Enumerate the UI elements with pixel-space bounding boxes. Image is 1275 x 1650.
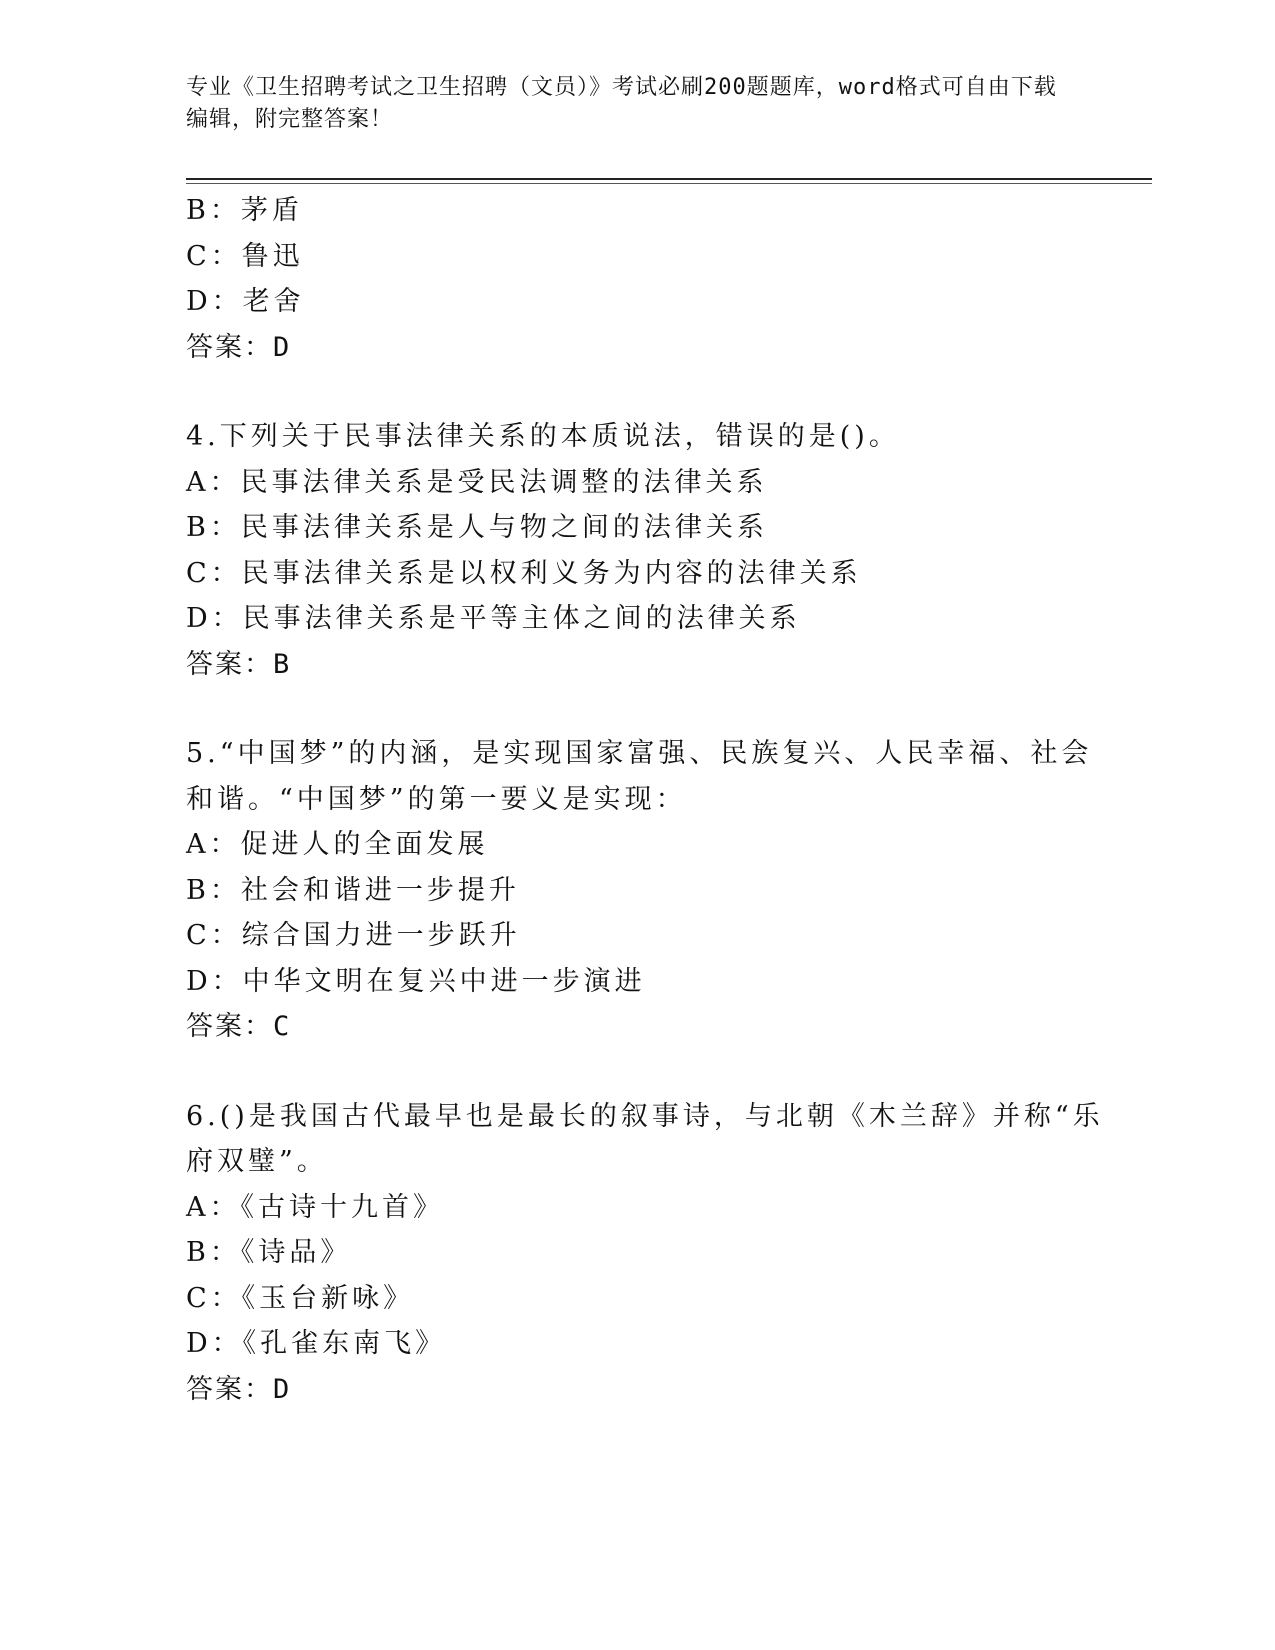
option-c: C：《玉台新咏》 bbox=[186, 1282, 415, 1314]
answer: 答案：D bbox=[186, 331, 292, 363]
question-6 bbox=[186, 1094, 1104, 1413]
option-a: A：《古诗十九首》 bbox=[186, 1191, 444, 1223]
option-b: B：茅盾 bbox=[186, 195, 303, 226]
option-d: D：民事法律关系是平等主体之间的法律关系 bbox=[186, 603, 801, 634]
header-divider-thin bbox=[186, 183, 1152, 184]
option-b: B：民事法律关系是人与物之间的法律关系 bbox=[186, 512, 768, 543]
option-c: C：综合国力进一步跃升 bbox=[186, 920, 521, 951]
option-a: A：促进人的全面发展 bbox=[186, 829, 489, 860]
question-stem-line-1: 5.“中国梦”的内涵，是实现国家富强、民族复兴、人民幸福、社会 bbox=[186, 738, 1093, 769]
option-a: A：民事法律关系是受民法调整的法律关系 bbox=[186, 466, 768, 498]
document-header: 专业《卫生招聘考试之卫生招聘（文员）》考试必刷200题题库，word格式可自由下载编辑，附完整答案！ bbox=[186, 75, 1057, 132]
answer: 答案：C bbox=[186, 1011, 292, 1042]
question-stem-line-2: 府双璧”。 bbox=[186, 1146, 328, 1177]
question-stem: 4.下列关于民事法律关系的本质说法，错误的是()。 bbox=[186, 421, 900, 452]
question-list bbox=[186, 188, 1104, 1412]
option-b: B：社会和谐进一步提升 bbox=[186, 874, 520, 906]
question-5 bbox=[186, 731, 1093, 1050]
option-d: D：中华文明在复兴中进一步演进 bbox=[186, 965, 646, 997]
option-b: B：《诗品》 bbox=[186, 1237, 352, 1268]
answer: 答案：B bbox=[186, 648, 292, 680]
question-stem-line-2: 和谐。“中国梦”的第一要义是实现： bbox=[186, 783, 687, 815]
answer: 答案：D bbox=[186, 1373, 292, 1405]
option-d: D：《孔雀东南飞》 bbox=[186, 1328, 447, 1359]
option-c: C：民事法律关系是以权利义务为内容的法律关系 bbox=[186, 557, 862, 589]
question-4 bbox=[186, 414, 1066, 687]
question-3-tail bbox=[186, 188, 1066, 370]
option-c: C：鲁迅 bbox=[186, 240, 304, 272]
header-divider bbox=[186, 178, 1152, 180]
question-stem-line-1: 6.()是我国古代最早也是最长的叙事诗，与北朝《木兰辞》并称“乐 bbox=[186, 1100, 1104, 1132]
option-d: D：老舍 bbox=[186, 286, 305, 317]
